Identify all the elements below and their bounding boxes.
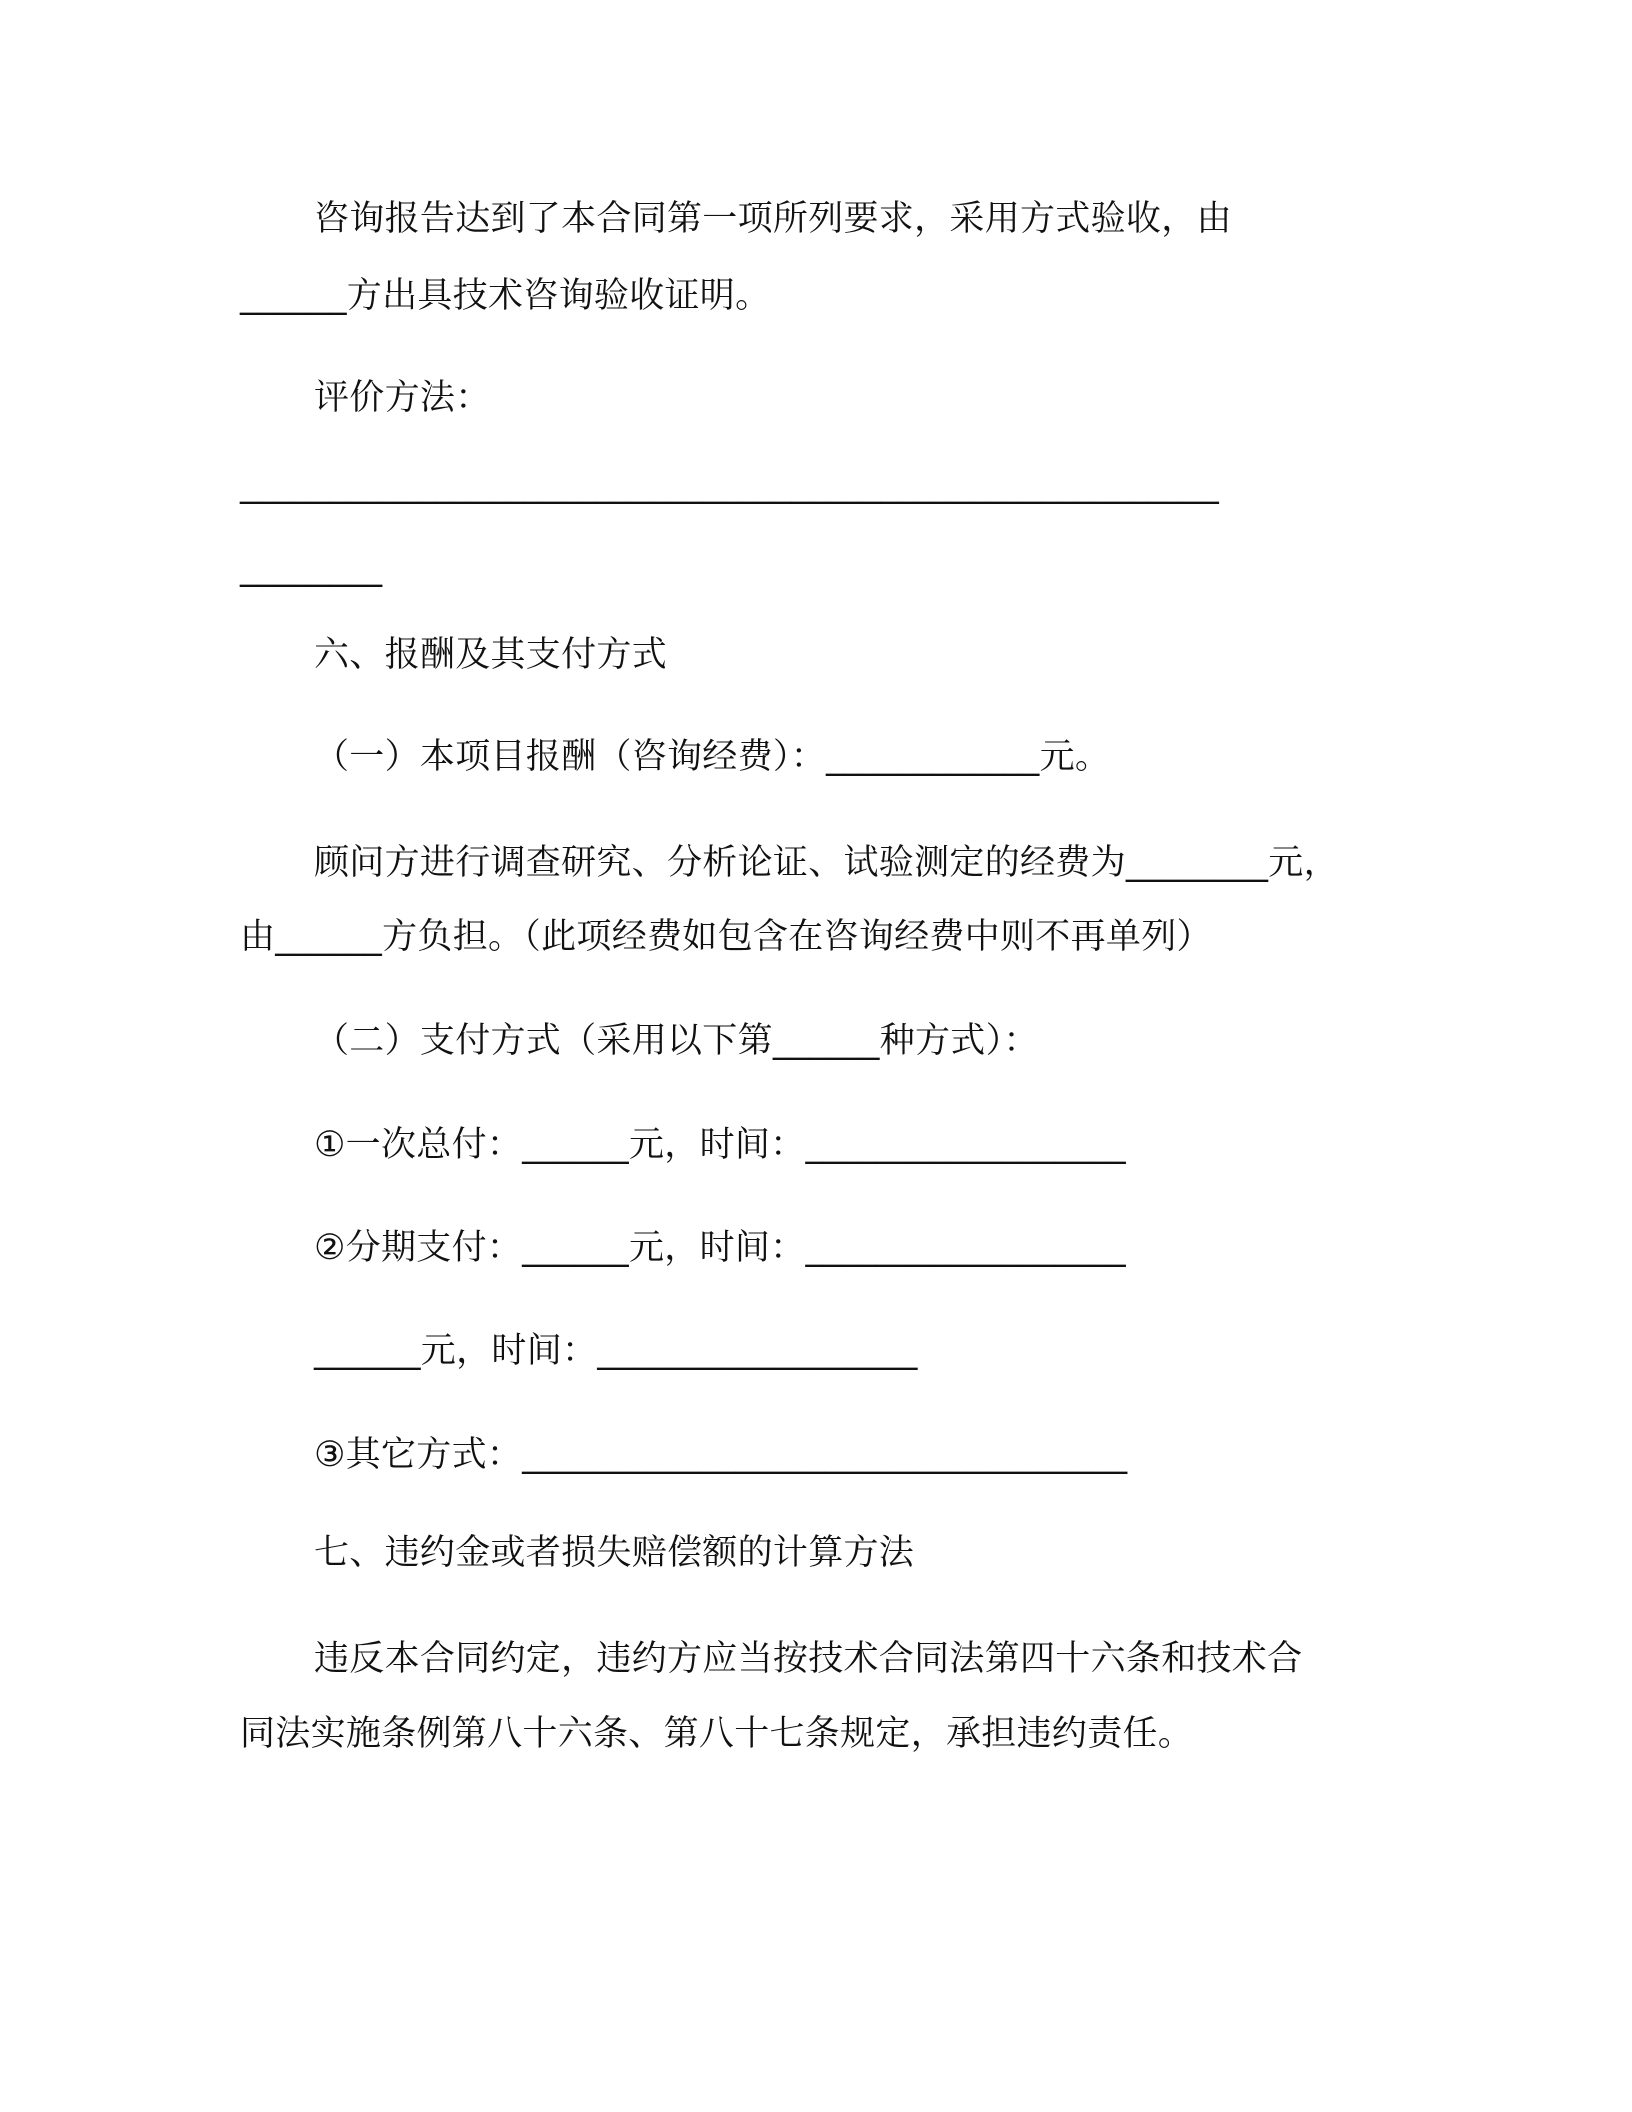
paragraph-line: 违反本合同约定，违约方应当按技术合同法第四十六条和技术合 (314, 1639, 1303, 1679)
paragraph-line: （二）支付方式（采用以下第______种方式）： (314, 1021, 1039, 1061)
paragraph-line: 咨询报告达到了本合同第一项所列要求，采用方式验收，由 (314, 199, 1232, 239)
list-item: ③其它方式：__________________________________ (314, 1435, 1128, 1475)
list-item: ②分期支付：______元，时间：__________________ (314, 1228, 1126, 1268)
paragraph-line: ______方出具技术咨询验收证明。 (240, 276, 771, 316)
list-item: ①一次总付：______元，时间：__________________ (314, 1125, 1126, 1165)
paragraph-line: 评价方法： (314, 378, 491, 418)
paragraph-line: 由______方负担。（此项经费如包含在咨询经费中则不再单列） (240, 917, 1212, 957)
blank-line: ________ (240, 548, 383, 588)
section-heading: 六、报酬及其支付方式 (314, 635, 668, 675)
blank-line: _______________________________________________________ (240, 465, 1219, 505)
list-item: ______元，时间：__________________ (314, 1331, 918, 1371)
paragraph-line: 顾问方进行调查研究、分析论证、试验测定的经费为________元， (314, 843, 1339, 883)
section-heading: 七、违约金或者损失赔偿额的计算方法 (314, 1533, 915, 1573)
paragraph-line: （一）本项目报酬（咨询经费）：____________元。 (314, 737, 1111, 777)
paragraph-line: 同法实施条例第八十六条、第八十七条规定，承担违约责任。 (240, 1714, 1194, 1754)
